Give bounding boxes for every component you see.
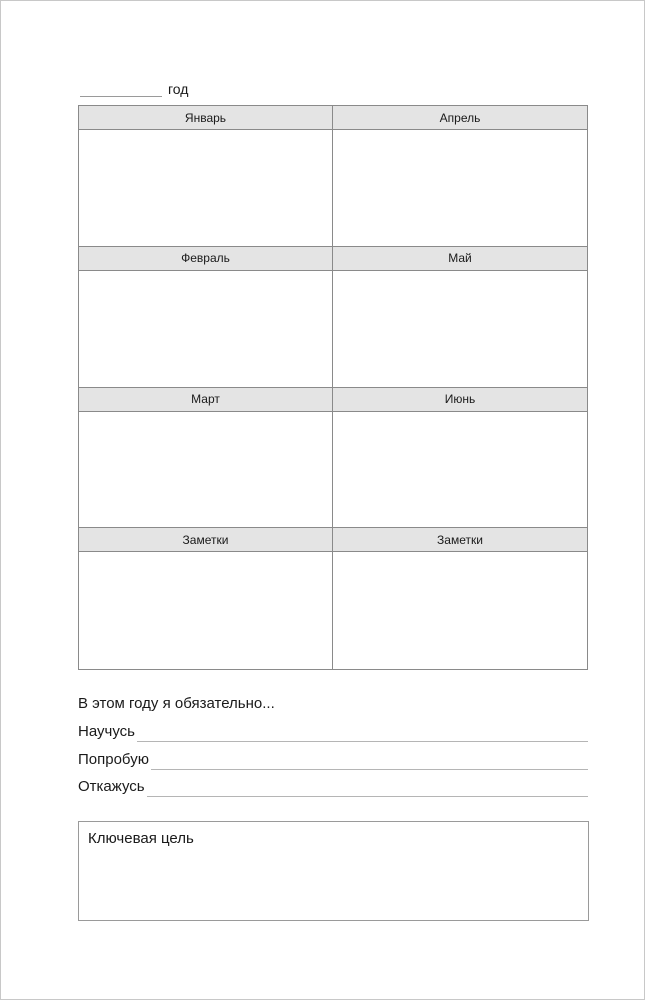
notes-header: Заметки bbox=[79, 528, 332, 552]
month-header: Апрель bbox=[333, 106, 587, 130]
notes-cell-right[interactable] bbox=[333, 528, 587, 669]
learn-input-line[interactable] bbox=[137, 727, 588, 742]
month-cell-may[interactable] bbox=[333, 247, 587, 388]
key-goal-title: Ключевая цель bbox=[88, 830, 194, 847]
notes-cell-left[interactable] bbox=[79, 528, 333, 669]
month-notes-area[interactable] bbox=[79, 412, 332, 528]
month-cell-june[interactable] bbox=[333, 388, 587, 529]
month-header: Июнь bbox=[333, 388, 587, 412]
month-notes-area[interactable] bbox=[333, 412, 587, 528]
year-row bbox=[80, 79, 188, 97]
try-label: Попробую bbox=[78, 751, 149, 768]
month-header: Март bbox=[79, 388, 332, 412]
month-header: Январь bbox=[79, 106, 332, 130]
month-notes-area[interactable] bbox=[333, 130, 587, 246]
try-input-line[interactable] bbox=[151, 755, 588, 770]
notes-area[interactable] bbox=[79, 552, 332, 669]
refuse-input-line[interactable] bbox=[147, 782, 588, 797]
month-header: Февраль bbox=[79, 247, 332, 271]
notes-header: Заметки bbox=[333, 528, 587, 552]
year-input-line[interactable] bbox=[80, 82, 162, 97]
month-header: Май bbox=[333, 247, 587, 271]
month-cell-april[interactable] bbox=[333, 106, 587, 247]
month-cell-february[interactable] bbox=[79, 247, 333, 388]
month-cell-march[interactable] bbox=[79, 388, 333, 529]
month-cell-january[interactable] bbox=[79, 106, 333, 247]
refuse-label: Откажусь bbox=[78, 778, 145, 795]
try-row bbox=[78, 750, 588, 770]
refuse-row bbox=[78, 777, 588, 797]
learn-label: Научусь bbox=[78, 723, 135, 740]
key-goal-box[interactable] bbox=[78, 821, 589, 921]
resolutions-prompt: В этом году я обязательно... bbox=[78, 695, 275, 712]
year-label: год bbox=[168, 81, 189, 97]
learn-row bbox=[78, 722, 588, 742]
month-notes-area[interactable] bbox=[79, 271, 332, 387]
month-notes-area[interactable] bbox=[79, 130, 332, 246]
month-notes-area[interactable] bbox=[333, 271, 587, 387]
months-grid bbox=[78, 105, 588, 670]
notes-area[interactable] bbox=[333, 552, 587, 669]
